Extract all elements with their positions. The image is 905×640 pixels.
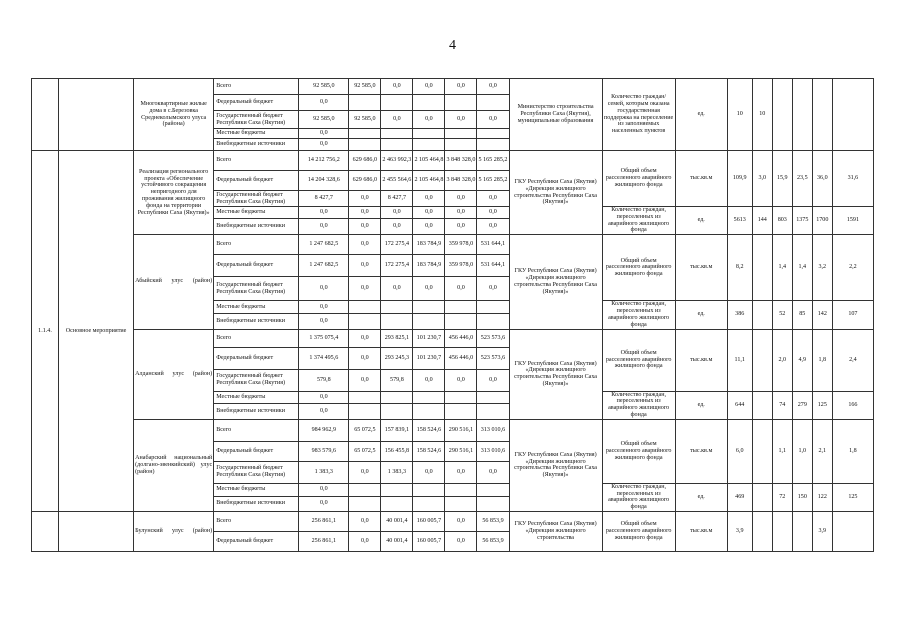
funding-year-cell: 313 010,6 [477,419,509,441]
executor-cell: ГКУ Республики Саха (Якутия) «Дирекция жилищного строительства Республики Саха (Якутия)» [509,329,602,419]
funding-total-cell: 579,8 [299,369,349,391]
funding-total-cell: 984 962,9 [299,419,349,441]
indicator-value-cell [792,79,812,151]
funding-total-cell: 0,0 [299,496,349,511]
funding-year-cell: 290 516,1 [445,419,477,441]
indicator-value-cell: 2,1 [812,419,832,483]
section-name-cell: Анабарский национальный (долгано-эвенкийский) улус (район) [134,419,214,511]
funding-year-cell: 2 105 464,8 [413,171,445,191]
funding-year-cell: 523 573,6 [477,329,509,347]
indicator-value-cell: 1,8 [832,419,873,483]
funding-year-cell: 3 848 328,0 [445,151,477,171]
funding-year-cell [477,404,509,419]
funding-year-cell: 160 005,7 [413,532,445,552]
funding-year-cell: 531 644,1 [477,235,509,255]
funding-year-cell [413,391,445,404]
indicator-name-cell: Общий объем расселенного аварийного жилищного фонда [602,419,675,483]
funding-year-cell [381,95,413,111]
funding-year-cell: 157 839,1 [381,419,413,441]
funding-year-cell [413,496,445,511]
indicator-value-cell: 10 [752,79,772,151]
indicator-name-cell: Общий объем расселенного аварийного жилищного фонда [602,329,675,391]
section-name-cell: Алданский улус (район) [134,329,214,419]
funding-year-cell [477,391,509,404]
section-name-cell: Многоквартирные жилые дома в с.Березовка Среднеколымского улуса (района) [134,79,214,151]
indicator-value-cell: 2,4 [832,329,873,391]
funding-year-cell [445,95,477,111]
indicator-value-cell: 85 [792,301,812,329]
funding-year-cell: 0,0 [477,111,509,129]
indicator-value-cell: 166 [832,391,873,419]
funding-year-cell [445,139,477,151]
funding-year-cell: 183 784,9 [413,235,445,255]
executor-cell: ГКУ Республики Саха (Якутия) «Дирекция жилищного строительства Республики Саха (Якутия)» [509,151,602,235]
funding-year-cell: 0,0 [349,277,381,301]
funding-year-cell [381,404,413,419]
funding-year-cell: 629 686,0 [349,171,381,191]
indicator-value-cell: 144 [752,207,772,235]
funding-year-cell [477,314,509,329]
table-row [32,235,874,255]
indicator-value-cell: 23,5 [792,151,812,207]
funding-year-cell [381,139,413,151]
indicator-name-cell: Общий объем расселенного аварийного жилищного фонда [602,151,675,207]
indicator-name-cell: Количество граждан, переселенных из аварийного жилищного фонда [602,301,675,329]
funding-total-cell: 0,0 [299,218,349,234]
funding-year-cell: 0,0 [413,369,445,391]
funding-year-cell: 2 455 564,6 [381,171,413,191]
indicator-unit-cell: тыс.кв.м [675,235,727,301]
funding-year-cell: 0,0 [349,235,381,255]
funding-year-cell: 0,0 [477,191,509,207]
funding-year-cell [445,496,477,511]
funding-source-cell: Внебюджетные источники [214,496,299,511]
funding-year-cell: 8 427,7 [381,191,413,207]
indicator-unit-cell: тыс.кв.м [675,329,727,391]
funding-year-cell: 56 853,9 [477,512,509,532]
funding-year-cell: 0,0 [477,461,509,483]
funding-year-cell [413,95,445,111]
section-name-cell: Абыйский улус (район) [134,235,214,329]
indicator-value-cell: 125 [812,391,832,419]
funding-year-cell: 158 524,6 [413,441,445,461]
funding-year-cell: 531 644,1 [477,255,509,277]
indicator-value-cell: 142 [812,301,832,329]
funding-year-cell [445,301,477,314]
funding-year-cell: 0,0 [349,461,381,483]
funding-year-cell [381,391,413,404]
funding-year-cell: 0,0 [477,277,509,301]
funding-year-cell: 0,0 [413,218,445,234]
funding-year-cell [349,129,381,139]
funding-year-cell [413,139,445,151]
indicator-name-cell: Количество граждан, переселенных из аварийного жилищного фонда [602,391,675,419]
funding-source-cell: Федеральный бюджет [214,347,299,369]
funding-year-cell: 0,0 [445,79,477,95]
funding-year-cell: 359 978,0 [445,235,477,255]
indicator-value-cell: 10 [727,79,752,151]
funding-year-cell: 0,0 [445,461,477,483]
indicator-value-cell: 3,0 [752,151,772,207]
funding-year-cell: 156 455,8 [381,441,413,461]
funding-year-cell [445,129,477,139]
funding-total-cell: 0,0 [299,404,349,419]
funding-year-cell: 456 446,0 [445,329,477,347]
funding-year-cell: 0,0 [445,191,477,207]
funding-year-cell: 40 001,4 [381,512,413,532]
indicator-value-cell [752,329,772,391]
funding-total-cell: 0,0 [299,391,349,404]
funding-year-cell [477,496,509,511]
funding-year-cell [413,129,445,139]
funding-year-cell [413,483,445,496]
indicator-value-cell: 122 [812,483,832,511]
funding-year-cell [381,129,413,139]
funding-total-cell: 92 585,0 [299,79,349,95]
funding-source-cell: Государственный бюджет Республики Саха (Якутия) [214,369,299,391]
indicator-value-cell [752,235,772,301]
funding-source-cell: Федеральный бюджет [214,171,299,191]
funding-source-cell: Местные бюджеты [214,129,299,139]
funding-year-cell: 92 585,0 [349,79,381,95]
funding-total-cell: 1 374 495,6 [299,347,349,369]
funding-year-cell [477,95,509,111]
funding-year-cell: 456 446,0 [445,347,477,369]
indicator-value-cell: 150 [792,483,812,511]
funding-year-cell [349,496,381,511]
funding-source-cell: Всего [214,79,299,95]
funding-year-cell [381,314,413,329]
funding-year-cell: 65 072,5 [349,419,381,441]
funding-year-cell: 0,0 [381,218,413,234]
table-row [32,79,874,95]
funding-year-cell: 359 978,0 [445,255,477,277]
funding-total-cell: 0,0 [299,277,349,301]
funding-year-cell: 5 165 285,2 [477,151,509,171]
funding-source-cell: Местные бюджеты [214,207,299,219]
executor-cell: ГКУ Республики Саха (Якутия) «Дирекция жилищного строительства Республики Саха (Якутия)» [509,235,602,329]
funding-year-cell: 0,0 [413,111,445,129]
funding-total-cell: 0,0 [299,314,349,329]
funding-total-cell: 0,0 [299,301,349,314]
funding-year-cell [413,301,445,314]
indicator-value-cell: 8,2 [727,235,752,301]
table-row [32,329,874,347]
funding-year-cell [445,391,477,404]
indicator-value-cell: 52 [772,301,792,329]
funding-year-cell [477,129,509,139]
indicator-value-cell [752,301,772,329]
indicator-value-cell: 279 [792,391,812,419]
funding-year-cell [413,404,445,419]
indicator-value-cell [832,512,873,552]
table-row [32,512,874,532]
indicator-value-cell: 6,0 [727,419,752,483]
indicator-value-cell: 15,9 [772,151,792,207]
funding-total-cell: 14 204 328,6 [299,171,349,191]
indicator-value-cell: 1,4 [772,235,792,301]
indicator-value-cell: 1,8 [812,329,832,391]
funding-year-cell: 0,0 [413,191,445,207]
funding-total-cell: 983 579,6 [299,441,349,461]
funding-source-cell: Внебюджетные источники [214,218,299,234]
funding-year-cell [381,496,413,511]
funding-source-cell: Федеральный бюджет [214,255,299,277]
indicator-value-cell: 3,9 [812,512,832,552]
indicator-value-cell: 3,2 [812,235,832,301]
indicator-value-cell [772,512,792,552]
funding-year-cell: 65 072,5 [349,441,381,461]
funding-total-cell: 14 212 756,2 [299,151,349,171]
funding-source-cell: Государственный бюджет Республики Саха (Якутия) [214,277,299,301]
indicator-name-cell: Общий объем расселенного аварийного жилищного фонда [602,512,675,552]
indicator-unit-cell: ед. [675,301,727,329]
funding-total-cell: 1 375 075,4 [299,329,349,347]
indicator-value-cell [812,79,832,151]
funding-year-cell: 0,0 [445,111,477,129]
funding-source-cell: Федеральный бюджет [214,441,299,461]
funding-year-cell: 629 686,0 [349,151,381,171]
funding-source-cell: Внебюджетные источники [214,314,299,329]
funding-year-cell: 0,0 [445,218,477,234]
indicator-value-cell [752,391,772,419]
funding-year-cell: 0,0 [445,277,477,301]
indicator-value-cell [792,512,812,552]
indicator-value-cell: 36,0 [812,151,832,207]
indicator-value-cell: 11,1 [727,329,752,391]
indicator-value-cell: 386 [727,301,752,329]
funding-year-cell: 0,0 [477,369,509,391]
funding-year-cell [477,301,509,314]
funding-year-cell: 2 463 992,3 [381,151,413,171]
indicator-value-cell: 107 [832,301,873,329]
funding-source-cell: Местные бюджеты [214,483,299,496]
page-number: 4 [449,38,456,53]
indicator-value-cell: 1591 [832,207,873,235]
funding-total-cell: 0,0 [299,95,349,111]
funding-year-cell: 0,0 [349,207,381,219]
funding-year-cell: 101 230,7 [413,347,445,369]
funding-year-cell: 0,0 [349,191,381,207]
funding-year-cell: 158 524,6 [413,419,445,441]
section-name-cell: Булунский улус (район) [134,512,214,552]
funding-year-cell [381,301,413,314]
funding-year-cell: 0,0 [445,512,477,532]
funding-source-cell: Внебюджетные источники [214,139,299,151]
funding-total-cell: 256 861,1 [299,512,349,532]
indicator-value-cell: 2,2 [832,235,873,301]
indicator-value-cell [752,419,772,483]
funding-year-cell [349,483,381,496]
funding-year-cell: 0,0 [445,532,477,552]
row-number-cell [32,79,59,151]
funding-year-cell: 0,0 [381,111,413,129]
funding-total-cell: 1 247 682,5 [299,235,349,255]
indicator-name-cell: Общий объем расселенного аварийного жилищного фонда [602,235,675,301]
funding-year-cell: 0,0 [413,79,445,95]
funding-year-cell: 2 105 464,8 [413,151,445,171]
indicator-value-cell: 5613 [727,207,752,235]
funding-year-cell: 0,0 [477,79,509,95]
indicator-value-cell: 4,9 [792,329,812,391]
funding-total-cell: 0,0 [299,139,349,151]
indicator-value-cell: 469 [727,483,752,511]
funding-year-cell: 293 825,1 [381,329,413,347]
indicator-name-cell: Количество граждан, переселенных из аварийного жилищного фонда [602,207,675,235]
indicator-value-cell: 803 [772,207,792,235]
funding-year-cell: 0,0 [349,255,381,277]
funding-year-cell: 0,0 [381,277,413,301]
funding-year-cell: 579,8 [381,369,413,391]
funding-source-cell: Всего [214,512,299,532]
funding-source-cell: Внебюджетные источники [214,404,299,419]
funding-source-cell: Местные бюджеты [214,391,299,404]
funding-year-cell: 0,0 [381,79,413,95]
funding-source-cell: Федеральный бюджет [214,532,299,552]
funding-year-cell: 172 275,4 [381,235,413,255]
indicator-value-cell: 1,1 [772,419,792,483]
table-row [32,151,874,171]
funding-year-cell: 0,0 [349,512,381,532]
funding-year-cell: 0,0 [349,532,381,552]
indicator-unit-cell: ед. [675,483,727,511]
funding-year-cell: 0,0 [445,207,477,219]
funding-source-cell: Государственный бюджет Республики Саха (Якутия) [214,461,299,483]
indicator-value-cell: 1,0 [792,419,812,483]
indicator-name-cell: Количество граждан, переселенных из аварийного жилищного фонда [602,483,675,511]
funding-source-cell: Местные бюджеты [214,301,299,314]
funding-year-cell [349,314,381,329]
funding-total-cell: 0,0 [299,129,349,139]
funding-year-cell [349,139,381,151]
indicator-unit-cell: ед. [675,79,727,151]
indicator-value-cell: 74 [772,391,792,419]
funding-total-cell: 8 427,7 [299,191,349,207]
indicator-value-cell: 2,0 [772,329,792,391]
funding-year-cell: 0,0 [349,329,381,347]
indicator-value-cell [752,483,772,511]
indicator-value-cell: 72 [772,483,792,511]
funding-year-cell: 40 001,4 [381,532,413,552]
indicator-value-cell: 3,9 [727,512,752,552]
funding-year-cell [349,391,381,404]
funding-total-cell: 0,0 [299,207,349,219]
indicator-unit-cell: ед. [675,391,727,419]
indicator-value-cell: 109,9 [727,151,752,207]
executor-cell: Министерство строительства Республики Саха (Якутия), муниципальные образования [509,79,602,151]
funding-year-cell: 0,0 [349,347,381,369]
indicator-value-cell: 1700 [812,207,832,235]
funding-year-cell: 1 383,3 [381,461,413,483]
funding-year-cell: 313 010,6 [477,441,509,461]
table-row [32,419,874,441]
funding-year-cell: 0,0 [477,218,509,234]
funding-year-cell: 92 585,0 [349,111,381,129]
indicator-unit-cell: тыс.кв.м [675,512,727,552]
funding-year-cell: 101 230,7 [413,329,445,347]
section-name-cell: Реализация регионального проекта «Обеспечение устойчивого сокращения непригодного для проживания жилищного фонда на территории Республики Саха (Якутия)» [134,151,214,235]
funding-year-cell [445,314,477,329]
funding-year-cell [477,139,509,151]
funding-year-cell [349,404,381,419]
row-kind-cell [59,79,134,151]
indicator-value-cell [832,79,873,151]
funding-year-cell [381,483,413,496]
funding-total-cell: 1 383,3 [299,461,349,483]
funding-year-cell: 160 005,7 [413,512,445,532]
funding-year-cell: 0,0 [381,207,413,219]
funding-year-cell [349,95,381,111]
funding-source-cell: Всего [214,329,299,347]
funding-year-cell [349,301,381,314]
funding-source-cell: Государственный бюджет Республики Саха (Якутия) [214,191,299,207]
indicator-value-cell: 31,6 [832,151,873,207]
funding-year-cell: 183 784,9 [413,255,445,277]
funding-source-cell: Всего [214,235,299,255]
funding-year-cell: 0,0 [413,461,445,483]
funding-source-cell: Всего [214,419,299,441]
indicator-value-cell: 125 [832,483,873,511]
funding-source-cell: Всего [214,151,299,171]
funding-source-cell: Федеральный бюджет [214,95,299,111]
funding-year-cell: 290 516,1 [445,441,477,461]
funding-year-cell: 0,0 [349,218,381,234]
funding-year-cell: 523 573,6 [477,347,509,369]
funding-year-cell [413,314,445,329]
executor-cell: ГКУ Республики Саха (Якутия) «Дирекция жилищного строительства [509,512,602,552]
funding-year-cell: 0,0 [477,207,509,219]
indicator-value-cell: 1375 [792,207,812,235]
row-kind-cell [59,512,134,552]
funding-total-cell: 256 861,1 [299,532,349,552]
funding-total-cell: 92 585,0 [299,111,349,129]
program-table [31,78,874,552]
indicator-value-cell [772,79,792,151]
indicator-unit-cell: тыс.кв.м [675,419,727,483]
funding-year-cell: 0,0 [349,369,381,391]
funding-year-cell: 56 853,9 [477,532,509,552]
funding-year-cell [477,483,509,496]
row-number-cell [32,512,59,552]
funding-source-cell: Государственный бюджет Республики Саха (Якутия) [214,111,299,129]
funding-year-cell: 5 165 285,2 [477,171,509,191]
row-number-cell: 1.1.4. [32,151,59,512]
indicator-unit-cell: ед. [675,207,727,235]
funding-year-cell [445,483,477,496]
indicator-unit-cell: тыс.кв.м [675,151,727,207]
row-kind-cell: Основное мероприятие [59,151,134,512]
indicator-name-cell: Количество граждан/семей, которым оказана государственная поддержка на переселение из заполняемых населенных пунктов [602,79,675,151]
indicator-value-cell: 644 [727,391,752,419]
executor-cell: ГКУ Республики Саха (Якутия) «Дирекция жилищного строительства Республики Саха (Якутия)» [509,419,602,511]
funding-year-cell: 0,0 [445,369,477,391]
funding-total-cell: 0,0 [299,483,349,496]
funding-total-cell: 1 247 682,5 [299,255,349,277]
funding-year-cell: 3 848 328,0 [445,171,477,191]
funding-year-cell: 0,0 [413,277,445,301]
indicator-value-cell: 1,4 [792,235,812,301]
funding-year-cell: 0,0 [413,207,445,219]
indicator-value-cell [752,512,772,552]
funding-year-cell: 172 275,4 [381,255,413,277]
funding-year-cell [445,404,477,419]
funding-year-cell: 293 245,3 [381,347,413,369]
